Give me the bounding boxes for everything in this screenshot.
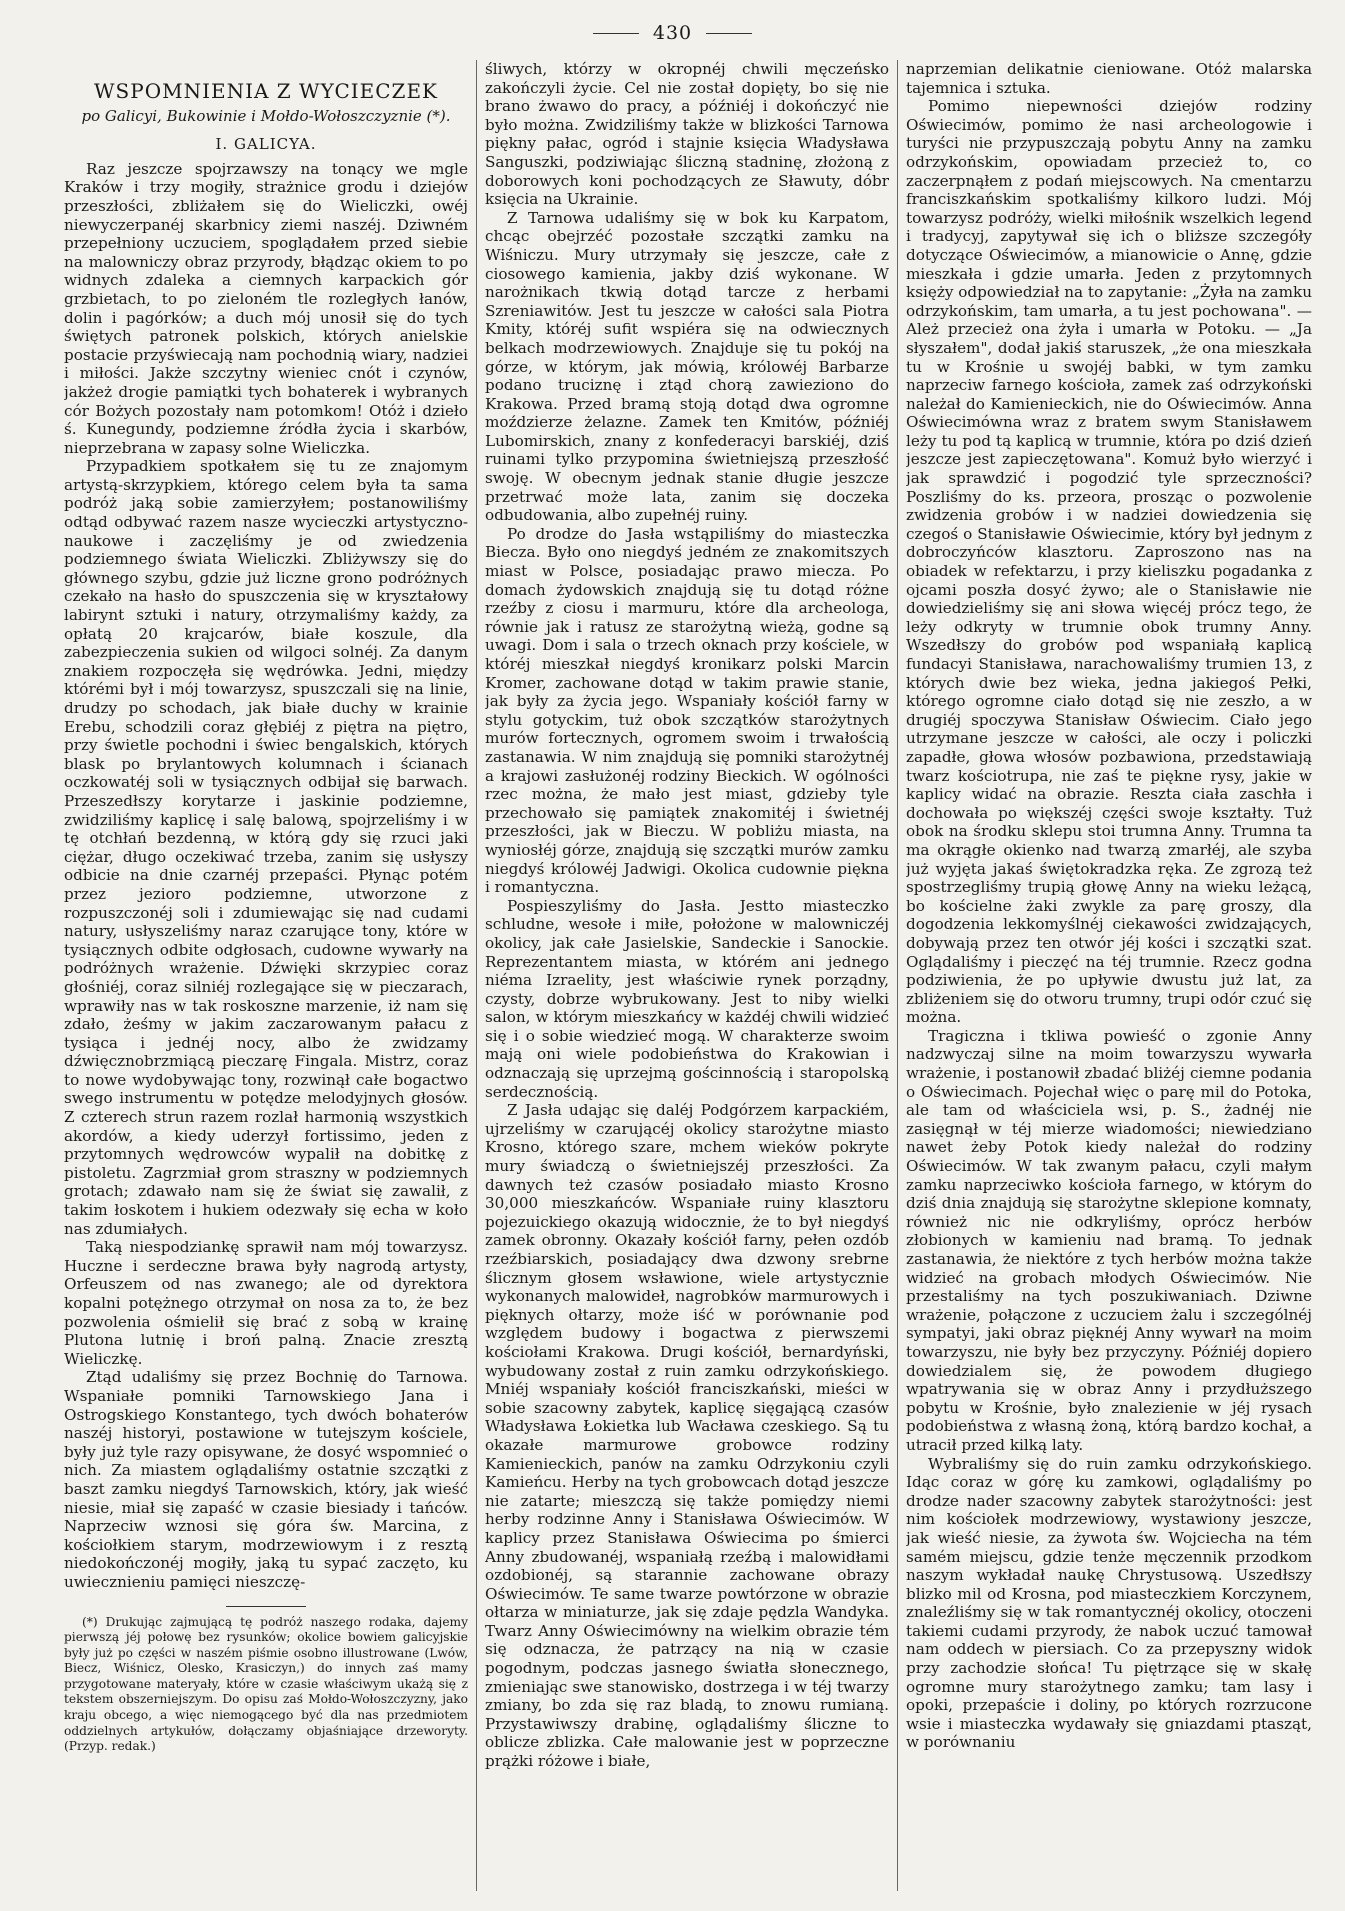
article-subtitle: po Galicyi, Bukowinie i Mołdo-Wołoszczyznie (*). [81, 106, 451, 125]
column-divider [897, 60, 898, 1891]
paragraph: Po drodze do Jasła wstąpiliśmy do miasteczka Biecza. Było ono niegdyś jedném ze znakomitszych miast w Polsce, posiadając prawo miecza. Po domach żydowskich znajdują się tu dotąd różne rzeźby z ciosu i marmuru, które dla archeologa, równie jak i ratusz ze starożytną wieżą, godne są uwagi. Dom i sala o trzech oknach przy kościele, w któréj mieszkał niegdyś kronikarz polski Marcin Kromer, zachowane dotąd w takim prawie stanie, jak były za życia jego. Wspaniały kościół farny w stylu gotyckim, tuż obok szczątków starożytnych murów fortecznych, ogromem swoim i trwałością zastanawia. W nim znajdują się pomniki starożytnéj a krajowi zasłużonéj rodziny Bieckich. W ogólności rzec można, że mało jest miast, gdzieby tyle przechowało się pamiątek znakomitéj i świetnéj przeszłości, jak w Bieczu. W pobliżu miasta, na wyniosłéj górze, znajdują się szczątki murów zamku niegdyś królowéj Jadwigi. Okolica cudownie piękna i romantyczna. [485, 524, 889, 897]
header-rule-right [706, 33, 752, 34]
header-rule-left [593, 33, 639, 34]
article-title: WSPOMNIENIA Z WYCIECZEK [94, 79, 438, 103]
text-column-2 [485, 60, 889, 1897]
footnote [64, 1615, 468, 1755]
paragraph: Tragiczna i tkliwa powieść o zgonie Anny nadzwyczaj silne na moim towarzyszu wywarła wrażenie, i postanowił zbadać bliżéj ciemne podania o Oświecimach. Pojechał więc o parę mil do Potoka, ale tam od właściciela wsi, p. S., żadnéj nie zasięgnął w téj mierze wiadomości; niewiedziano nawet żeby Potok kiedy należał do rodziny Oświecimów. W tak zwanym pałacu, czyli małym zamku naprzeciwko kościoła farnego, w którym do dziś dnia znajdują się starożytne sklepione komnaty, również nic nie odkryliśmy, oprócz herbów złobionych w kamieniu nad bramą. To jednak zastanawia, że niektóre z tych herbów można także widzieć na grobach młodych Oświecimów. Nie przestaliśmy na tych poszukiwaniach. Dziwne wrażenie, połączone z uczuciem żalu i szczególnéj sympatyi, jaki obraz pięknéj Anny wywarł na moim towarzyszu, nie były bez przyczyny. Późniéj dopiero dowiedzialem się, że powodem długiego wpatrywania się w obraz Anny i przydłuższego pobytu w Krośnie, było znalezienie w jéj rysach podobieństwa z własną żoną, którą bardzo kochał, a utracił przed kilką laty. [906, 1026, 1312, 1454]
paragraph: naprzemian delikatnie cieniowane. Otóż malarska tajemnica i sztuka. [906, 60, 1312, 97]
paragraph: śliwych, którzy w okropnéj chwili męczeńsko zakończyli życie. Cel nie został dopięty, bo się nie brano żwawo do pracy, a późniéj i dokończyć nie było można. Zwidziliśmy także w blizkości Tarnowa piękny pałac, ogród i stajnie księcia Władysława Sanguszki, podziwiając śliczną stadninę, złożoną z doborowych koni pochodzących ze Sławuty, dóbr księcia na Ukrainie. [485, 60, 889, 209]
paragraph: Pomimo niepewności dziejów rodziny Oświecimów, pomimo że nasi archeologowie i turyści nie przypuszczają pobytu Anny na zamku odrzykońskim, opowiadam przecież to, co zaczerpnąłem z podań miejscowych. Na cmentarzu franciszkańskim spotkaliśmy kilkoro ludzi. Mój towarzysz podróży, wielki miłośnik wszelkich legend i tradycyj, zapytywał się ich o bliższe szczegóły dotyczące Oświecimów, a mianowicie o Annę, gdzie mieszkała i gdzie umarła. Jeden z przytomnych księży odpowiedział na to zapytanie: „Żyła na zamku odrzykońskim, tam umarła, a tu jest pochowana". — Ależ przecież ona żyła i umarła w Potoku. — „Ja słyszałem", dodał jakiś staruszek, „że ona mieszkała tu w Krośnie u swojéj babki, w tym zamku naprzeciw farnego kościoła, zamek zaś odrzykoński należał do Kamienieckich, nie do Oświecimów. Anna Oświecimówna wraz z bratem swym Stanisławem leży tu pod tą kaplicą w trumnie, która po dziś dzień jeszcze jest zapieczętowana". Komuż było wierzyć i jak sprawdzić i pogodzić tyle sprzeczności? Poszliśmy do ks. przeora, prosząc o pozwolenie zwidzenia grobów i w nadziei dowiedzenia się czegoś o Stanisławie Oświecimie, który był jednym z dobroczyńców klasztoru. Zaproszono nas na obiadek w refektarzu, i przy kieliszku pogadanka z ojcami poszła dosyć żywo; ale o Stanisławie nie dowiedzieliśmy się ani słowa więcéj prócz tego, że leży odkryty w trumnie obok trumny Anny. Wszedłszy do grobów pod wspaniałą kaplicą fundacyi Stanisława, narachowaliśmy trumien 13, z których dwie bez wieka, jedna jakiegoś Pełki, którego ogromne ciało dotąd się nie zeszło, a w drugiéj spoczywa Stanisław Oświecim. Ciało jego utrzymane jeszcze w całości, ale oczy i policzki zapadłe, głowa włosów pozbawiona, przedstawiają twarz kościotrupa, nie zaś te piękne rysy, jakie w kaplicy widać na obrazie. Reszta ciała zaschła i dochowała po większéj części swoje kształty. Tuż obok na środku sklepu stoi trumna Anny. Trumna ta ma okrągłe okienko nad twarzą zmarłéj, ale szyba już wyjęta jakaś świętokradzka ręka. Ze zgrozą też spostrzegliśmy trupią głowę Anny na wieku leżącą, bo kościelne żaki zwykle za parę groszy, dla dogodzenia lekkomyślnéj ciekawości zwidzających, dobywają przez ten otwór jéj kości i szczątki szat. Oglądaliśmy i pieczęć na téj trumnie. Rzecz godna podziwienia, że po upływie dwustu już lat, za zbliżeniem się do otworu trumny, trupi odór czuć się można. [906, 97, 1312, 1027]
paragraph: Taką niespodziankę sprawił nam mój towarzysz. Huczne i serdeczne brawa były nagrodą artysty, Orfeuszem od nas zwanego; ale od dyrektora kopalni potężnego otrzymał on nosa za to, że bez pozwolenia ośmielił się brać z sobą w krainę Plutona lutnię i broń palną. Znacie zresztą Wieliczkę. [64, 1238, 468, 1368]
paragraph: Ztąd udaliśmy się przez Bochnię do Tarnowa. Wspaniałe pomniki Tarnowskiego Jana i Ostrogskiego Konstantego, tych dwóch bohaterów naszéj historyi, postawione w tutejszym kościele, były już tyle razy opisywane, że dosyć wspomnieć o nich. Za miastem oglądaliśmy ostatnie szczątki z baszt zamku niegdyś Tarnowskich, który, jak wieść niesie, miał się zapaść w czasie biesiady i tańców. Naprzeciw wznosi się góra św. Marcina, z kościołkiem starym, modrzewiowym i z resztą niedokończonéj mogiły, jaką tu sypać zaczęto, ku uwiecznieniu pamięci nieszczę- [64, 1368, 468, 1591]
paragraph: Przypadkiem spotkałem się tu ze znajomym artystą-skrzypkiem, którego celem była ta sama podróż jaką sobie zamierzyłem; postanowiliśmy odtąd odbywać razem nasze wycieczki artystyczno-naukowe i zaczęliśmy je od zwiedzenia podziemnego świata Wieliczki. Zbliżywszy się do głównego szybu, gdzie już liczne grono podróżnych czekało na hasło do spuszczenia się w kryształowy labirynt sztuki i natury, otrzymaliśmy każdy, za opłatą 20 krajcarów, białe koszule, dla zabezpieczenia sukien od wilgoci solnéj. Za danym znakiem rozpoczęła się wędrówka. Jedni, między którémi był i mój towarzysz, spuszczali się na linie, drudzy po schodach, jak białe duchy w krainie Erebu, schodzili coraz głębiéj z piętra na piętro, przy świetle pochodni i świec bengalskich, których blask po brylantowych kolumnach i ścianach oczkowatéj soli w tysiącznych odbijał się barwach. Przeszedłszy korytarze i jaskinie podziemne, zwidziliśmy kaplicę i salę balową, spojrzeliśmy i w tę otchłań bezdenną, w którą gdy się rzuci jaki ciężar, długo oczekiwać trzeba, zanim się usłyszy odbicie na dnie czarnéj przepaści. Płynąc potém przez jezioro podziemne, utworzone z rozpuszczonéj soli i zdumiewając się nad cudami natury, usłyszeliśmy naraz czarujące tony, które w tysiącznych odbite odgłosach, cudowne wywarły na podróżnych wrażenie. Dźwięki skrzypiec coraz głośniéj, coraz silniéj rozlegające się w pieczarach, wprawiły nas w tak roskoszne marzenie, iż nam się zdało, żeśmy w jakim zaczarowanym pałacu z tysiąca i jednéj nocy, albo że zwidzamy dźwięcznobrzmiącą pieczarę Fingala. Mistrz, coraz to nowe wydobywając tony, rozwinął całe bogactwo swego instrumentu w potędze melodyjnych głosów. Z czterech strun razem rozlał harmonią wszystkich akordów, a kiedy uderzył fortissimo, jeden z przytomnych wędrowców wypalił na dobitkę z pistoletu. Zagrzmiał grom straszny w podziemnych grotach; zdawało nam się że świat się zawalił, z takim łoskotem i hukiem odezwały się echa w koło nas zdumiałych. [64, 457, 468, 1238]
footnote-text: (*) Drukując zajmującą tę podróż naszego rodaka, dajemy pierwszą jéj połowę bez rysunków; okolice bowiem galicyjskie były już po części w naszém piśmie osobno illustrowane (Lwów, Biecz, Wiśnicz, Olesko, Krasiczyn,) do innych zaś mamy przygotowane materyały, które w czasie właściwym ukażą się z tekstem obszerniejszym. Do opisu zaś Mołdo-Wołoszczyzny, jako kraju obcego, a więc niemogącego być dla nas przedmiotem oddzielnych artykułów, dołączamy objaśniające drzeworyty. (Przyp. redak.) [64, 1614, 468, 1754]
paragraph: Z Jasła udając się daléj Podgórzem karpackiém, ujrzeliśmy w czarującéj okolicy starożytne miasto Krosno, którego szare, mchem wieków pokryte mury świadczą o świetniejszéj przeszłości. Za dawnych też czasów posiadało miasto Krosno 30,000 mieszkańców. Wspaniałe ruiny klasztoru pojezuickiego okazują widocznie, że to był niegdyś zamek obronny. Okazały kościół farny, pełen ozdób rzeźbiarskich, posiadający dwa dzwony srebrne ślicznym głosem wsławione, wiele artystycznie wykonanych malowideł, nagrobków marmurowych i pięknych ołtarzy, może iść w porównanie pod względem budowy i bogactwa z pierwszemi kościołami Krakowa. Drugi kościół, bernardyński, wybudowany został z ruin zamku odrzykońskiego. Mniéj wspaniały kościół franciszkański, mieści w sobie szacowny zabytek, kaplicę sięgającą czasów Władysława Łokietka lub Wacława czeskiego. Są tu okazałe marmurowe grobowce rodziny Kamienieckich, panów na zamku Odrzykoniu czyli Kamieńcu. Herby na tych grobowcach dotąd jeszcze nie zatarte; mieszczą się także pomiędzy niemi herby rodzinne Anny i Stanisława Oświecimów. W kaplicy przez Stanisława Oświecima po śmierci Anny zbudowanéj, wspaniałą rzeźbą i malowidłami ozdobionéj, są starannie zachowane obrazy Oświecimów. Te same twarze powtórzone w obrazie ołtarza w miniaturze, jak się zdaje pędzla Wandyka. Twarz Anny Oświecimówny na wielkim obrazie tém się odznacza, że patrzący na nią w czasie pogodnym, podczas jasnego światła słonecznego, zmieniając swe stanowisko, dostrzega i w téj twarzy zmiany, bo zda się raz bladą, to znowu rumianą. Przystawiwszy drabinę, oglądaliśmy śliczne to oblicze zblizka. Całe malowanie jest w poprzeczne prążki różowe i białe, [485, 1101, 889, 1771]
paragraph: Pospieszyliśmy do Jasła. Jestto miasteczko schludne, wesołe i miłe, położone w malowniczéj okolicy, jak całe Jasielskie, Sandeckie i Sanockie. Reprezentantem miasta, w którém ani jednego niéma Izraelity, jest właściwie rynek porządny, czysty, dobrze wybrukowany. Jest to niby wielki salon, w którym mieszkańcy w każdéj chwili widzieć się i o sobie wiedzieć mogą. W charakterze swoim mają oni wiele podobieństwa do Krakowian i odznaczają się uprzejmą gościnnością i staropolską serdecznością. [485, 896, 889, 1101]
column-divider [476, 60, 477, 1891]
paragraph: Raz jeszcze spojrzawszy na tonący we mgle Kraków i trzy mogiły, strażnice grodu i dziejów przeszłości, zbliżałem się do Wieliczki, owéj niewyczerpanéj skarbnicy ziemi naszéj. Dziwném przepełniony uczuciem, spoglądałem przed siebie na malowniczy obraz przyrody, błądząc okiem to po widnych zdaleka a ciemnych karpackich gór grzbietach, to po zieloném tle rozległych łanów, dolin i pagórków; a duch mój unosił się do tych świętych patronek polskich, których anielskie postacie przyświecają nam pochodnią wiary, nadziei i miłości. Jakże szczytny wieniec cnót i czynów, jakżeż drogie pamiątki tych bohaterek i wybranych cór Bożych pozostały nam potomkom! Otóż i dzieło ś. Kunegundy, podziemne źródła życia i skarbów, nieprzebrana w zapasy solne Wieliczka. [64, 159, 468, 457]
text-column-3 [906, 60, 1312, 1897]
section-heading: I. GALICYA. [215, 135, 317, 154]
paragraph: Z Tarnowa udaliśmy się w bok ku Karpatom, chcąc obejrzéć pozostałe szczątki zamku na Wiśniczu. Mury utrzymały się jeszcze, całe z ciosowego kamienia, jakby dziś wykonane. W narożnikach tkwią dotąd tarcze z herbami Szreniawitów. Jest tu jeszcze w całości sala Piotra Kmity, któréj sufit wspiéra się na odwiecznych belkach modrzewiowych. Znajduje się tu pokój na górze, w którym, jak mówią, królowéj Barbarze podano truciznę i ztąd chorą zawieziono do Krakowa. Przed bramą stoją dotąd dwa ogromne moździerze żelazne. Zamek ten Kmitów, późniéj Lubomirskich, znany z konfederacyi barskiéj, dziś ruinami tylko przypomina świetniejszą przeszłość swoję. W obecnym jednak stanie długie jeszcze przetrwać może lata, zanim się doczeka odbudowania, albo zupełnéj ruiny. [485, 208, 889, 525]
footnote-rule [226, 1606, 306, 1607]
text-column-1 [64, 60, 468, 1897]
paragraph: Wybraliśmy się do ruin zamku odrzykońskiego. Idąc coraz w górę ku zamkowi, oglądaliśmy po drodze nader szacowny zabytek starożytności: jest nim kościołek modrzewiowy, wystawiony jeszcze, jak wieść niesie, za żywota św. Wojciecha na tém samém miejscu, gdzie tenże męczennik przodkom naszym wykładał naukę Chrystusową. Uszedłszy blizko mil od Krosna, pod miasteczkiem Korczynem, znaleźliśmy się w tak romantycznéj okolicy, otoczeni takiemi cudami przyrody, że nabok uczuć tamował nam oddech w piersiach. Co za przepyszny widok przy zachodzie słońca! Tu piętrzące się w skałę ogromne mury starożytnego zamku; tam lasy i opoki, przepaście i doliny, po których rozrzucone wsie i miasteczka wydawały się gniazdami ptasząt, w porównaniu [906, 1454, 1312, 1752]
page-number: 430 [652, 22, 693, 44]
page-header [0, 18, 1345, 48]
